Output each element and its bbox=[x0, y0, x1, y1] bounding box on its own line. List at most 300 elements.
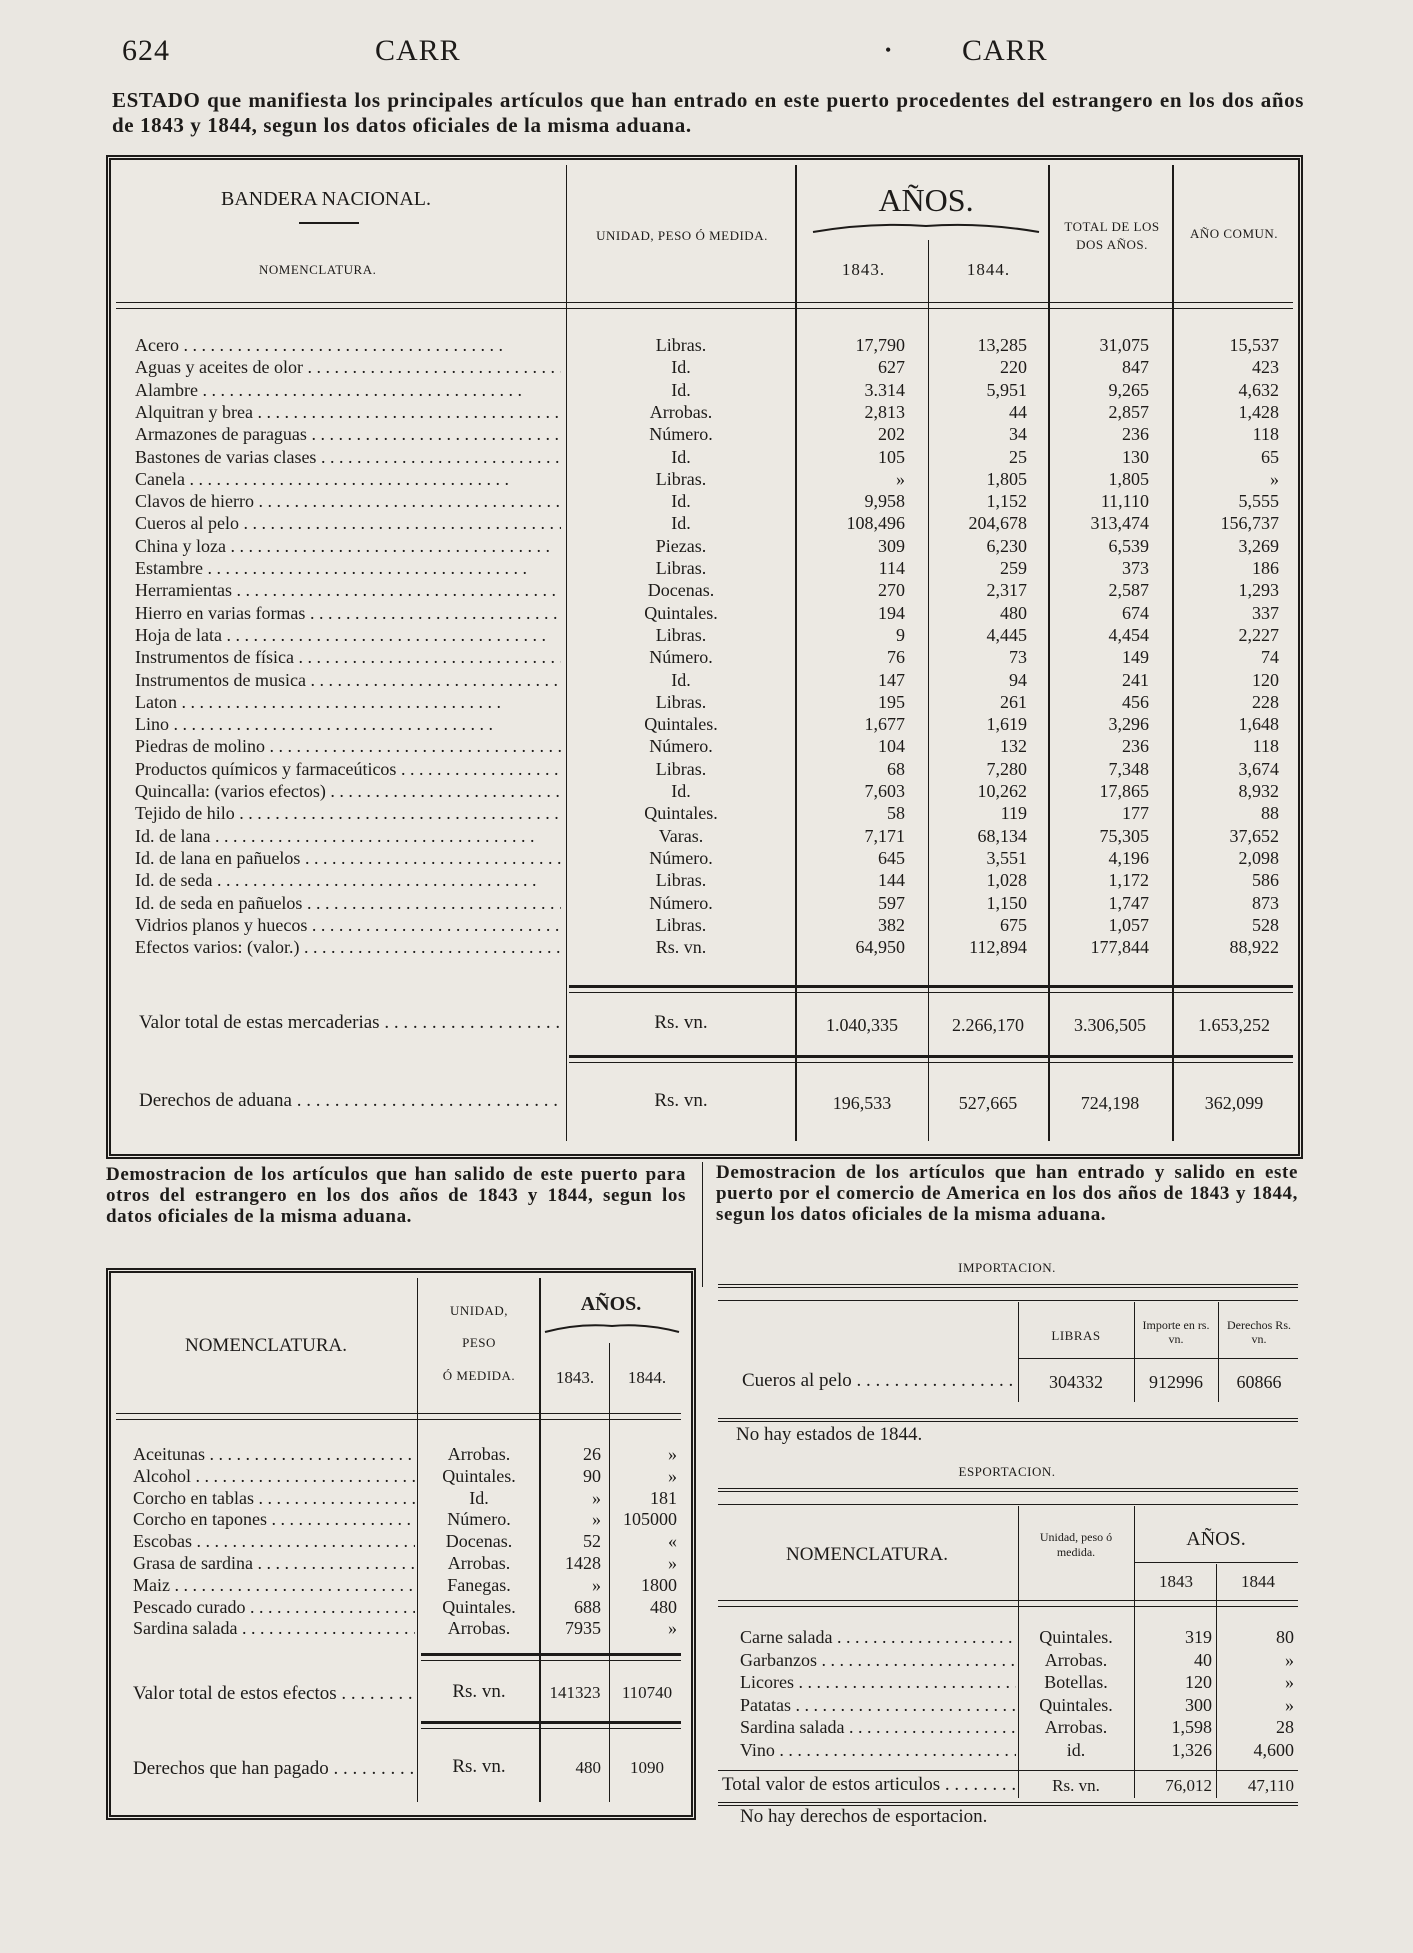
leader-dots bbox=[300, 848, 561, 868]
item-1843: 120 bbox=[1185, 1672, 1212, 1693]
item-name: Sardina salada bbox=[740, 1717, 845, 1738]
item-unit: Libras. bbox=[655, 870, 707, 891]
leader-dots bbox=[185, 469, 509, 489]
item-unit: Quintales. bbox=[442, 1596, 516, 1617]
item-total: 17,865 bbox=[1099, 781, 1149, 801]
item-name: Bastones de varias clases bbox=[135, 446, 317, 467]
item-1844: 4,445 bbox=[986, 624, 1027, 645]
item-unit: Id. bbox=[671, 781, 691, 801]
left-valor-row bbox=[133, 1683, 415, 1705]
left-valor-1844: 110740 bbox=[621, 1683, 673, 1702]
left-header-nomenclatura: NOMENCLATURA. bbox=[184, 1335, 348, 1356]
leader-dots bbox=[294, 647, 561, 667]
left-header-unidad-b: PESO bbox=[462, 1335, 496, 1350]
item-name-cell bbox=[135, 646, 561, 668]
table-row bbox=[111, 468, 1298, 490]
leader-dots bbox=[170, 1575, 415, 1595]
item-1844: 10,262 bbox=[977, 781, 1027, 801]
table-row bbox=[111, 602, 1298, 624]
item-name: Grasa de sardina bbox=[133, 1553, 253, 1573]
item-unit: Quintales. bbox=[644, 803, 718, 824]
item-unit: Quintales. bbox=[442, 1465, 516, 1486]
imp-header-derechos: Derechos Rs. vn. bbox=[1227, 1318, 1291, 1346]
item-1843: 104 bbox=[878, 736, 905, 757]
esp-header-nomenclatura: NOMENCLATURA. bbox=[785, 1544, 949, 1565]
item-unit: Id. bbox=[671, 491, 691, 512]
item-unit: id. bbox=[1066, 1740, 1086, 1760]
item-name-cell bbox=[135, 936, 561, 958]
item-1843: 688 bbox=[574, 1596, 601, 1617]
item-1843: 319 bbox=[1185, 1627, 1212, 1647]
leader-dots bbox=[192, 1531, 415, 1551]
item-1844: 25 bbox=[1009, 446, 1027, 467]
item-name-cell bbox=[135, 691, 561, 713]
leader-dots bbox=[794, 1672, 1016, 1692]
item-1844: 1,028 bbox=[986, 870, 1027, 891]
left-title-text: de los artículos que han salido de este puerto para otros del estrangero en los dos años de 1843 y 1844, segun los datos oficiales de la misma aduana. bbox=[106, 1164, 686, 1227]
esportacion-label: ESPORTACION. bbox=[958, 1464, 1056, 1479]
left-section-title bbox=[106, 1164, 686, 1227]
item-unit: Número. bbox=[649, 736, 713, 757]
derechos-label: Derechos de aduana bbox=[139, 1090, 292, 1111]
leader-dots bbox=[265, 736, 561, 756]
item-name-cell bbox=[135, 446, 561, 468]
table-row bbox=[111, 1552, 691, 1574]
table-row bbox=[718, 1739, 1298, 1761]
header-total: TOTAL DE LOS DOS AÑOS. bbox=[1064, 219, 1160, 252]
item-name: Id. de seda en pañuelos bbox=[135, 892, 303, 913]
item-name-cell bbox=[135, 914, 561, 936]
item-1844: 1800 bbox=[641, 1574, 677, 1595]
table-row bbox=[111, 1530, 691, 1552]
item-1844: » bbox=[1285, 1672, 1294, 1693]
imp-row-importe: 912996 bbox=[1149, 1372, 1203, 1392]
item-unit: Número. bbox=[649, 892, 713, 913]
item-comun: 120 bbox=[1252, 669, 1279, 690]
item-comun: 156,737 bbox=[1220, 513, 1279, 534]
table-row bbox=[718, 1626, 1298, 1648]
item-1843: 90 bbox=[583, 1465, 601, 1486]
imp-row bbox=[742, 1370, 1014, 1392]
item-name-cell bbox=[135, 780, 561, 802]
item-unit: Id. bbox=[671, 446, 691, 467]
item-unit: Número. bbox=[447, 1509, 511, 1530]
left-valor-1843: 141323 bbox=[549, 1683, 601, 1702]
table-row bbox=[111, 1574, 691, 1596]
derechos-total: 724,198 bbox=[1080, 1093, 1140, 1113]
item-1843: 7,603 bbox=[864, 781, 905, 801]
item-comun: 4,632 bbox=[1238, 379, 1279, 400]
running-head-left: CARR bbox=[375, 34, 461, 67]
leader-dots bbox=[169, 714, 493, 734]
item-1843: 3.314 bbox=[864, 379, 905, 400]
item-comun: 5,555 bbox=[1238, 491, 1279, 512]
item-1844: 94 bbox=[1009, 669, 1027, 690]
item-unit: Libras. bbox=[655, 624, 707, 645]
item-comun: 186 bbox=[1252, 558, 1279, 578]
item-comun: 8,932 bbox=[1238, 781, 1279, 801]
item-name-cell bbox=[135, 356, 561, 378]
item-unit: Arrobas. bbox=[447, 1444, 511, 1464]
header-ornament bbox=[299, 222, 359, 224]
item-unit: Libras. bbox=[655, 691, 707, 712]
leader-dots bbox=[177, 692, 501, 712]
item-unit: Libras. bbox=[655, 468, 707, 489]
item-total: 1,747 bbox=[1108, 892, 1149, 913]
item-comun: 2,227 bbox=[1238, 624, 1279, 645]
item-1844: 3,551 bbox=[986, 847, 1027, 868]
leader-dots bbox=[205, 1444, 415, 1464]
item-name: Aguas y aceites de olor bbox=[135, 357, 303, 378]
imp-header-libras: LIBRAS bbox=[1051, 1328, 1101, 1343]
leader-dots bbox=[212, 870, 536, 890]
valor-total-comun: 1.653,252 bbox=[1198, 1015, 1270, 1035]
item-name: Maiz bbox=[133, 1574, 170, 1595]
table-row bbox=[111, 356, 1298, 378]
item-name-cell bbox=[135, 379, 561, 401]
item-name: Id. de seda bbox=[135, 870, 213, 891]
item-unit: Arrobas. bbox=[447, 1618, 511, 1639]
table-row bbox=[718, 1694, 1298, 1716]
item-comun: 3,674 bbox=[1238, 758, 1279, 779]
table-row bbox=[111, 512, 1298, 534]
item-name-cell bbox=[133, 1617, 415, 1639]
table-row bbox=[111, 691, 1298, 713]
header-unidad: UNIDAD, PESO Ó MEDIDA. bbox=[596, 228, 768, 243]
valor-total-1843: 1.040,335 bbox=[826, 1015, 898, 1035]
item-1844: 80 bbox=[1276, 1627, 1294, 1647]
item-1843: 382 bbox=[878, 914, 905, 935]
running-head-right: CARR bbox=[962, 34, 1048, 67]
item-1844: 119 bbox=[1000, 803, 1027, 824]
item-comun: 74 bbox=[1261, 647, 1279, 668]
leader-dots bbox=[299, 937, 561, 957]
item-comun: 88,922 bbox=[1229, 937, 1279, 958]
item-name: Corcho en tapones bbox=[133, 1509, 267, 1530]
item-1844: 1,150 bbox=[986, 892, 1027, 913]
item-name-cell bbox=[133, 1530, 415, 1552]
item-1844: 7,280 bbox=[986, 758, 1027, 779]
leader-dots bbox=[245, 1597, 415, 1617]
left-anos-brace bbox=[543, 1321, 681, 1335]
item-1843: 7,171 bbox=[864, 825, 905, 846]
item-total: 236 bbox=[1122, 736, 1149, 757]
leader-dots bbox=[253, 1553, 415, 1573]
item-name: Instrumentos de física bbox=[135, 647, 294, 668]
left-valor-label: Valor total de estos efectos bbox=[133, 1683, 337, 1704]
leader-dots bbox=[306, 670, 561, 690]
left-derechos-1844: 1090 bbox=[630, 1758, 664, 1777]
item-1844: 1,805 bbox=[986, 468, 1027, 489]
item-name-cell bbox=[740, 1671, 1016, 1693]
item-total: 1,057 bbox=[1108, 914, 1149, 935]
item-total: 130 bbox=[1122, 446, 1149, 467]
item-1843: 309 bbox=[878, 535, 905, 556]
esp-header-unidad: Unidad, peso ó medida. bbox=[1039, 1530, 1113, 1559]
item-name: Instrumentos de musica bbox=[135, 669, 306, 690]
item-name: Alquitran y brea bbox=[135, 401, 253, 422]
valor-total-unit: Rs. vn. bbox=[654, 1012, 708, 1033]
item-name: Armazones de paraguas bbox=[135, 424, 307, 445]
item-unit: Quintales. bbox=[644, 602, 718, 623]
leader-dots bbox=[191, 1466, 415, 1486]
valor-total-total: 3.306,505 bbox=[1074, 1015, 1146, 1035]
esp-total-1844: 47,110 bbox=[1247, 1776, 1294, 1795]
item-unit: Piezas. bbox=[655, 535, 707, 556]
header-nomenclatura: NOMENCLATURA. bbox=[259, 262, 377, 277]
table-row bbox=[111, 535, 1298, 557]
item-1844: 204,678 bbox=[968, 513, 1027, 534]
leader-dots bbox=[235, 803, 559, 823]
item-1843: 645 bbox=[878, 847, 905, 868]
item-name-cell bbox=[135, 825, 561, 847]
item-name: Sardina salada bbox=[133, 1618, 238, 1639]
table-row bbox=[111, 557, 1298, 579]
item-name: Herramientas bbox=[135, 580, 232, 601]
item-1844: 181 bbox=[650, 1487, 677, 1508]
item-total: 4,454 bbox=[1108, 624, 1149, 645]
item-1843: 195 bbox=[878, 691, 905, 712]
item-1843: 1,598 bbox=[1171, 1717, 1212, 1738]
leader-dots bbox=[817, 1650, 1016, 1670]
item-name-cell bbox=[135, 669, 561, 691]
item-1844: 5,951 bbox=[986, 379, 1027, 400]
item-1843: 7935 bbox=[565, 1618, 601, 1639]
item-comun: 1,293 bbox=[1238, 580, 1279, 601]
leader-dots bbox=[305, 603, 561, 623]
item-1843: » bbox=[592, 1574, 601, 1595]
left-header-anos: AÑOS. bbox=[580, 1293, 642, 1315]
item-1844: 6,230 bbox=[986, 535, 1027, 556]
table-row bbox=[111, 1617, 691, 1639]
table-row bbox=[111, 936, 1298, 958]
item-1843: 597 bbox=[878, 892, 905, 913]
item-total: 6,539 bbox=[1108, 535, 1149, 556]
item-1844: 675 bbox=[1000, 914, 1027, 935]
item-comun: 1,648 bbox=[1238, 714, 1279, 735]
item-name: Lino bbox=[135, 714, 169, 735]
table-row bbox=[111, 579, 1298, 601]
table-row bbox=[111, 869, 1298, 891]
item-name-cell bbox=[133, 1574, 415, 1596]
item-unit: Docenas. bbox=[647, 580, 715, 601]
table-row bbox=[111, 624, 1298, 646]
table-row bbox=[111, 780, 1298, 802]
item-total: 11,110 bbox=[1100, 491, 1149, 512]
item-1843: 202 bbox=[878, 424, 905, 445]
item-name: Id. de lana en pañuelos bbox=[135, 847, 301, 868]
item-name: Patatas bbox=[740, 1694, 791, 1715]
item-comun: 118 bbox=[1252, 424, 1279, 445]
item-name-cell bbox=[135, 847, 561, 869]
item-unit: Id. bbox=[671, 669, 691, 690]
item-name: Piedras de molino bbox=[135, 736, 265, 757]
item-unit: Arrobas. bbox=[649, 401, 713, 422]
table-row bbox=[111, 825, 1298, 847]
item-unit: Botellas. bbox=[1044, 1672, 1108, 1693]
item-1844: 1,152 bbox=[986, 491, 1027, 512]
item-comun: 528 bbox=[1252, 914, 1279, 935]
item-unit: Id. bbox=[671, 513, 691, 534]
esp-header-1844: 1844 bbox=[1241, 1572, 1275, 1591]
item-name: Canela bbox=[135, 468, 185, 489]
table-row bbox=[111, 1465, 691, 1487]
esp-total-unit: Rs. vn. bbox=[1052, 1776, 1100, 1795]
item-unit: Número. bbox=[649, 424, 713, 445]
item-1844: » bbox=[1285, 1694, 1294, 1715]
item-1843: 68 bbox=[887, 758, 905, 779]
valor-total-1844: 2.266,170 bbox=[952, 1015, 1024, 1035]
bullet-mark: • bbox=[885, 40, 892, 60]
item-name: Clavos de hierro bbox=[135, 491, 254, 512]
item-comun: 586 bbox=[1252, 870, 1279, 891]
left-title-lead: Demostracion bbox=[106, 1164, 227, 1185]
leader-dots bbox=[302, 893, 561, 913]
item-name: Hoja de lata bbox=[135, 624, 222, 645]
item-name-cell bbox=[135, 713, 561, 735]
item-name: Productos químicos y farmaceúticos bbox=[135, 758, 397, 779]
leader-dots bbox=[222, 625, 546, 645]
item-total: 241 bbox=[1122, 669, 1149, 690]
item-comun: 337 bbox=[1252, 602, 1279, 623]
item-total: 7,348 bbox=[1108, 758, 1149, 779]
item-comun: 118 bbox=[1252, 736, 1279, 757]
item-name-cell bbox=[135, 735, 561, 757]
table-row bbox=[111, 847, 1298, 869]
main-title bbox=[112, 88, 1304, 138]
valor-total-label: Valor total de estas mercaderias bbox=[139, 1012, 380, 1033]
item-name-cell bbox=[135, 802, 561, 824]
item-unit: Arrobas. bbox=[447, 1553, 511, 1573]
item-name-cell bbox=[135, 401, 561, 423]
item-1843: 194 bbox=[878, 602, 905, 623]
left-header-1844: 1844. bbox=[627, 1368, 667, 1387]
item-comun: 65 bbox=[1261, 446, 1279, 467]
table-row bbox=[111, 1596, 691, 1618]
item-1844: 480 bbox=[1000, 602, 1027, 623]
item-total: 847 bbox=[1122, 357, 1149, 378]
item-unit: Fanegas. bbox=[447, 1574, 511, 1595]
item-name: Alambre bbox=[135, 379, 198, 400]
leader-dots bbox=[303, 357, 561, 377]
item-total: 2,587 bbox=[1108, 580, 1149, 601]
item-unit: Quintales. bbox=[644, 714, 718, 735]
derechos-row bbox=[139, 1090, 559, 1112]
item-1843: » bbox=[592, 1509, 601, 1530]
right-title-lead: Demostracion bbox=[716, 1162, 837, 1183]
item-1843: 144 bbox=[878, 870, 905, 891]
item-1844: 44 bbox=[1009, 401, 1027, 422]
leader-dots bbox=[832, 1627, 1016, 1647]
item-1843: 76 bbox=[887, 647, 905, 668]
item-name-cell bbox=[135, 579, 561, 601]
leader-dots bbox=[254, 491, 561, 511]
item-comun: 3,269 bbox=[1238, 535, 1279, 556]
item-total: 674 bbox=[1122, 602, 1149, 623]
left-header-1843: 1843. bbox=[555, 1368, 595, 1387]
table-row bbox=[111, 1487, 691, 1509]
item-total: 456 bbox=[1122, 691, 1149, 712]
left-table bbox=[106, 1268, 696, 1820]
item-name: Tejido de hilo bbox=[135, 803, 235, 824]
item-1843: 17,790 bbox=[855, 335, 905, 355]
table-row bbox=[111, 490, 1298, 512]
table-row bbox=[111, 892, 1298, 914]
left-derechos-row bbox=[133, 1758, 415, 1780]
imp-header-importe: Importe en rs. vn. bbox=[1142, 1318, 1210, 1346]
derechos-1843: 196,533 bbox=[832, 1093, 892, 1113]
item-unit: Libras. bbox=[655, 558, 707, 578]
esp-note: No hay derechos de esportacion. bbox=[740, 1806, 988, 1827]
item-name-cell bbox=[135, 423, 561, 445]
table-row bbox=[718, 1716, 1298, 1738]
item-total: 4,196 bbox=[1108, 847, 1149, 868]
item-name: Acero bbox=[135, 335, 179, 355]
item-name-cell bbox=[133, 1465, 415, 1487]
item-name-cell bbox=[135, 869, 561, 891]
item-1843: » bbox=[592, 1487, 601, 1508]
item-name: Vino bbox=[740, 1740, 775, 1760]
table-row bbox=[111, 1443, 691, 1465]
item-unit: Docenas. bbox=[445, 1531, 513, 1552]
item-1843: 9 bbox=[896, 624, 905, 645]
leader-dots bbox=[198, 380, 522, 400]
leader-dots bbox=[775, 1740, 1016, 1760]
item-1844: 480 bbox=[650, 1596, 677, 1617]
item-unit: Libras. bbox=[655, 914, 707, 935]
item-1843: 1,326 bbox=[1171, 1740, 1212, 1760]
item-comun: 423 bbox=[1252, 357, 1279, 378]
item-name: Id. de lana bbox=[135, 825, 211, 846]
item-1843: 147 bbox=[878, 669, 905, 690]
table-row bbox=[111, 334, 1298, 356]
leader-dots bbox=[237, 1618, 415, 1638]
esp-total-label: Total valor de estos articulos bbox=[722, 1774, 941, 1795]
item-name-cell bbox=[133, 1508, 415, 1530]
leader-dots bbox=[396, 759, 561, 779]
main-table bbox=[106, 155, 1303, 1159]
item-1843: 627 bbox=[878, 357, 905, 378]
item-name-cell bbox=[135, 535, 561, 557]
item-1844: 73 bbox=[1009, 647, 1027, 668]
item-total: 31,075 bbox=[1099, 335, 1149, 355]
item-1844: 1,619 bbox=[986, 714, 1027, 735]
left-header-unidad-a: UNIDAD, bbox=[449, 1303, 509, 1318]
item-name-cell bbox=[135, 468, 561, 490]
item-name: Estambre bbox=[135, 558, 203, 578]
item-name-cell bbox=[133, 1487, 415, 1509]
item-comun: 15,537 bbox=[1229, 335, 1279, 355]
header-comun: AÑO COMUN. bbox=[1189, 226, 1279, 241]
table-row bbox=[111, 646, 1298, 668]
item-total: 1,805 bbox=[1108, 468, 1149, 489]
item-1843: 270 bbox=[878, 580, 905, 601]
item-total: 1,172 bbox=[1108, 870, 1149, 891]
right-title-text: de los artículos que han entrado y salido en este puerto por el comercio de America en los dos años de 1843 y 1844, segun los datos oficiales de la misma aduana. bbox=[716, 1162, 1298, 1225]
item-1844: » bbox=[1285, 1649, 1294, 1670]
item-unit: Rs. vn. bbox=[655, 937, 707, 958]
item-name: Garbanzos bbox=[740, 1649, 817, 1670]
esp-header-anos: AÑOS. bbox=[1186, 1528, 1246, 1550]
item-name-cell bbox=[135, 334, 561, 356]
item-1843: 108,496 bbox=[846, 513, 905, 534]
item-1844: » bbox=[668, 1465, 677, 1486]
item-name: Corcho en tablas bbox=[133, 1487, 254, 1508]
item-1844: » bbox=[668, 1618, 677, 1639]
item-name-cell bbox=[135, 624, 561, 646]
leader-dots bbox=[316, 447, 561, 467]
item-total: 177 bbox=[1122, 803, 1149, 824]
